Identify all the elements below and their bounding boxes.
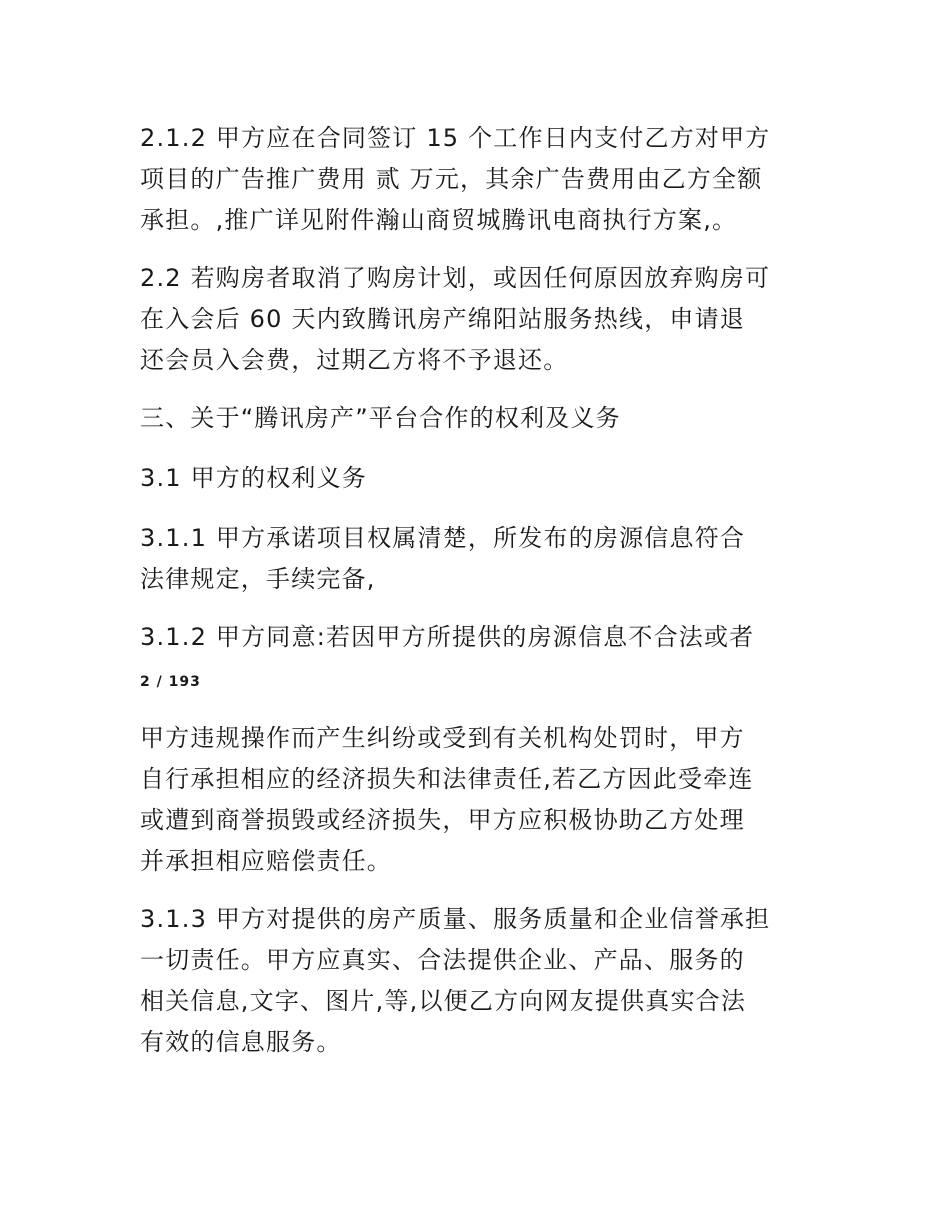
paragraph-3-1-2-continued: 甲方违规操作而产生纠纷或受到有关机构处罚时，甲方 自行承担相应的经济损失和法律责任,若乙方因此受牵连 或遭到商誉损毁或经济损失，甲方应积极协助乙方处理 并承担相应赔偿责任。	[140, 724, 754, 875]
paragraph-3-1-1: 3.1.1 甲方承诺项目权属清楚，所发布的房源信息符合 法律规定，手续完备,	[140, 524, 746, 593]
paragraph-3-1-3: 3.1.3 甲方对提供的房产质量、服务质量和企业信誉承担 一切责任。甲方应真实、合法提供企业、产品、服务的 相关信息,文字、图片,等,以便乙方向网友提供真实合法 有效的信息服务。	[140, 905, 771, 1056]
paragraph-2-1-2: 2.1.2 甲方应在合同签订 15 个工作日内支付乙方对甲方 项目的广告推广费用 贰 万元，其余广告费用由乙方全额 承担。,推广详见附件瀚山商贸城腾讯电商执行方案,。	[140, 124, 771, 234]
section-3-heading: 三、关于“腾讯房产”平台合作的权利及义务	[140, 404, 621, 432]
paragraph-2-2: 2.2 若购房者取消了购房计划，或因任何原因放弃购房可 在入会后 60 天内致腾讯房产绵阳站服务热线，申请退 还会员入会费，过期乙方将不予退还。	[140, 264, 771, 374]
page-number: 2 / 193	[140, 674, 201, 690]
paragraph-3-1-2-start: 3.1.2 甲方同意:若因甲方所提供的房源信息不合法或者	[140, 623, 755, 651]
paragraph-3-1: 3.1 甲方的权利义务	[140, 464, 367, 492]
